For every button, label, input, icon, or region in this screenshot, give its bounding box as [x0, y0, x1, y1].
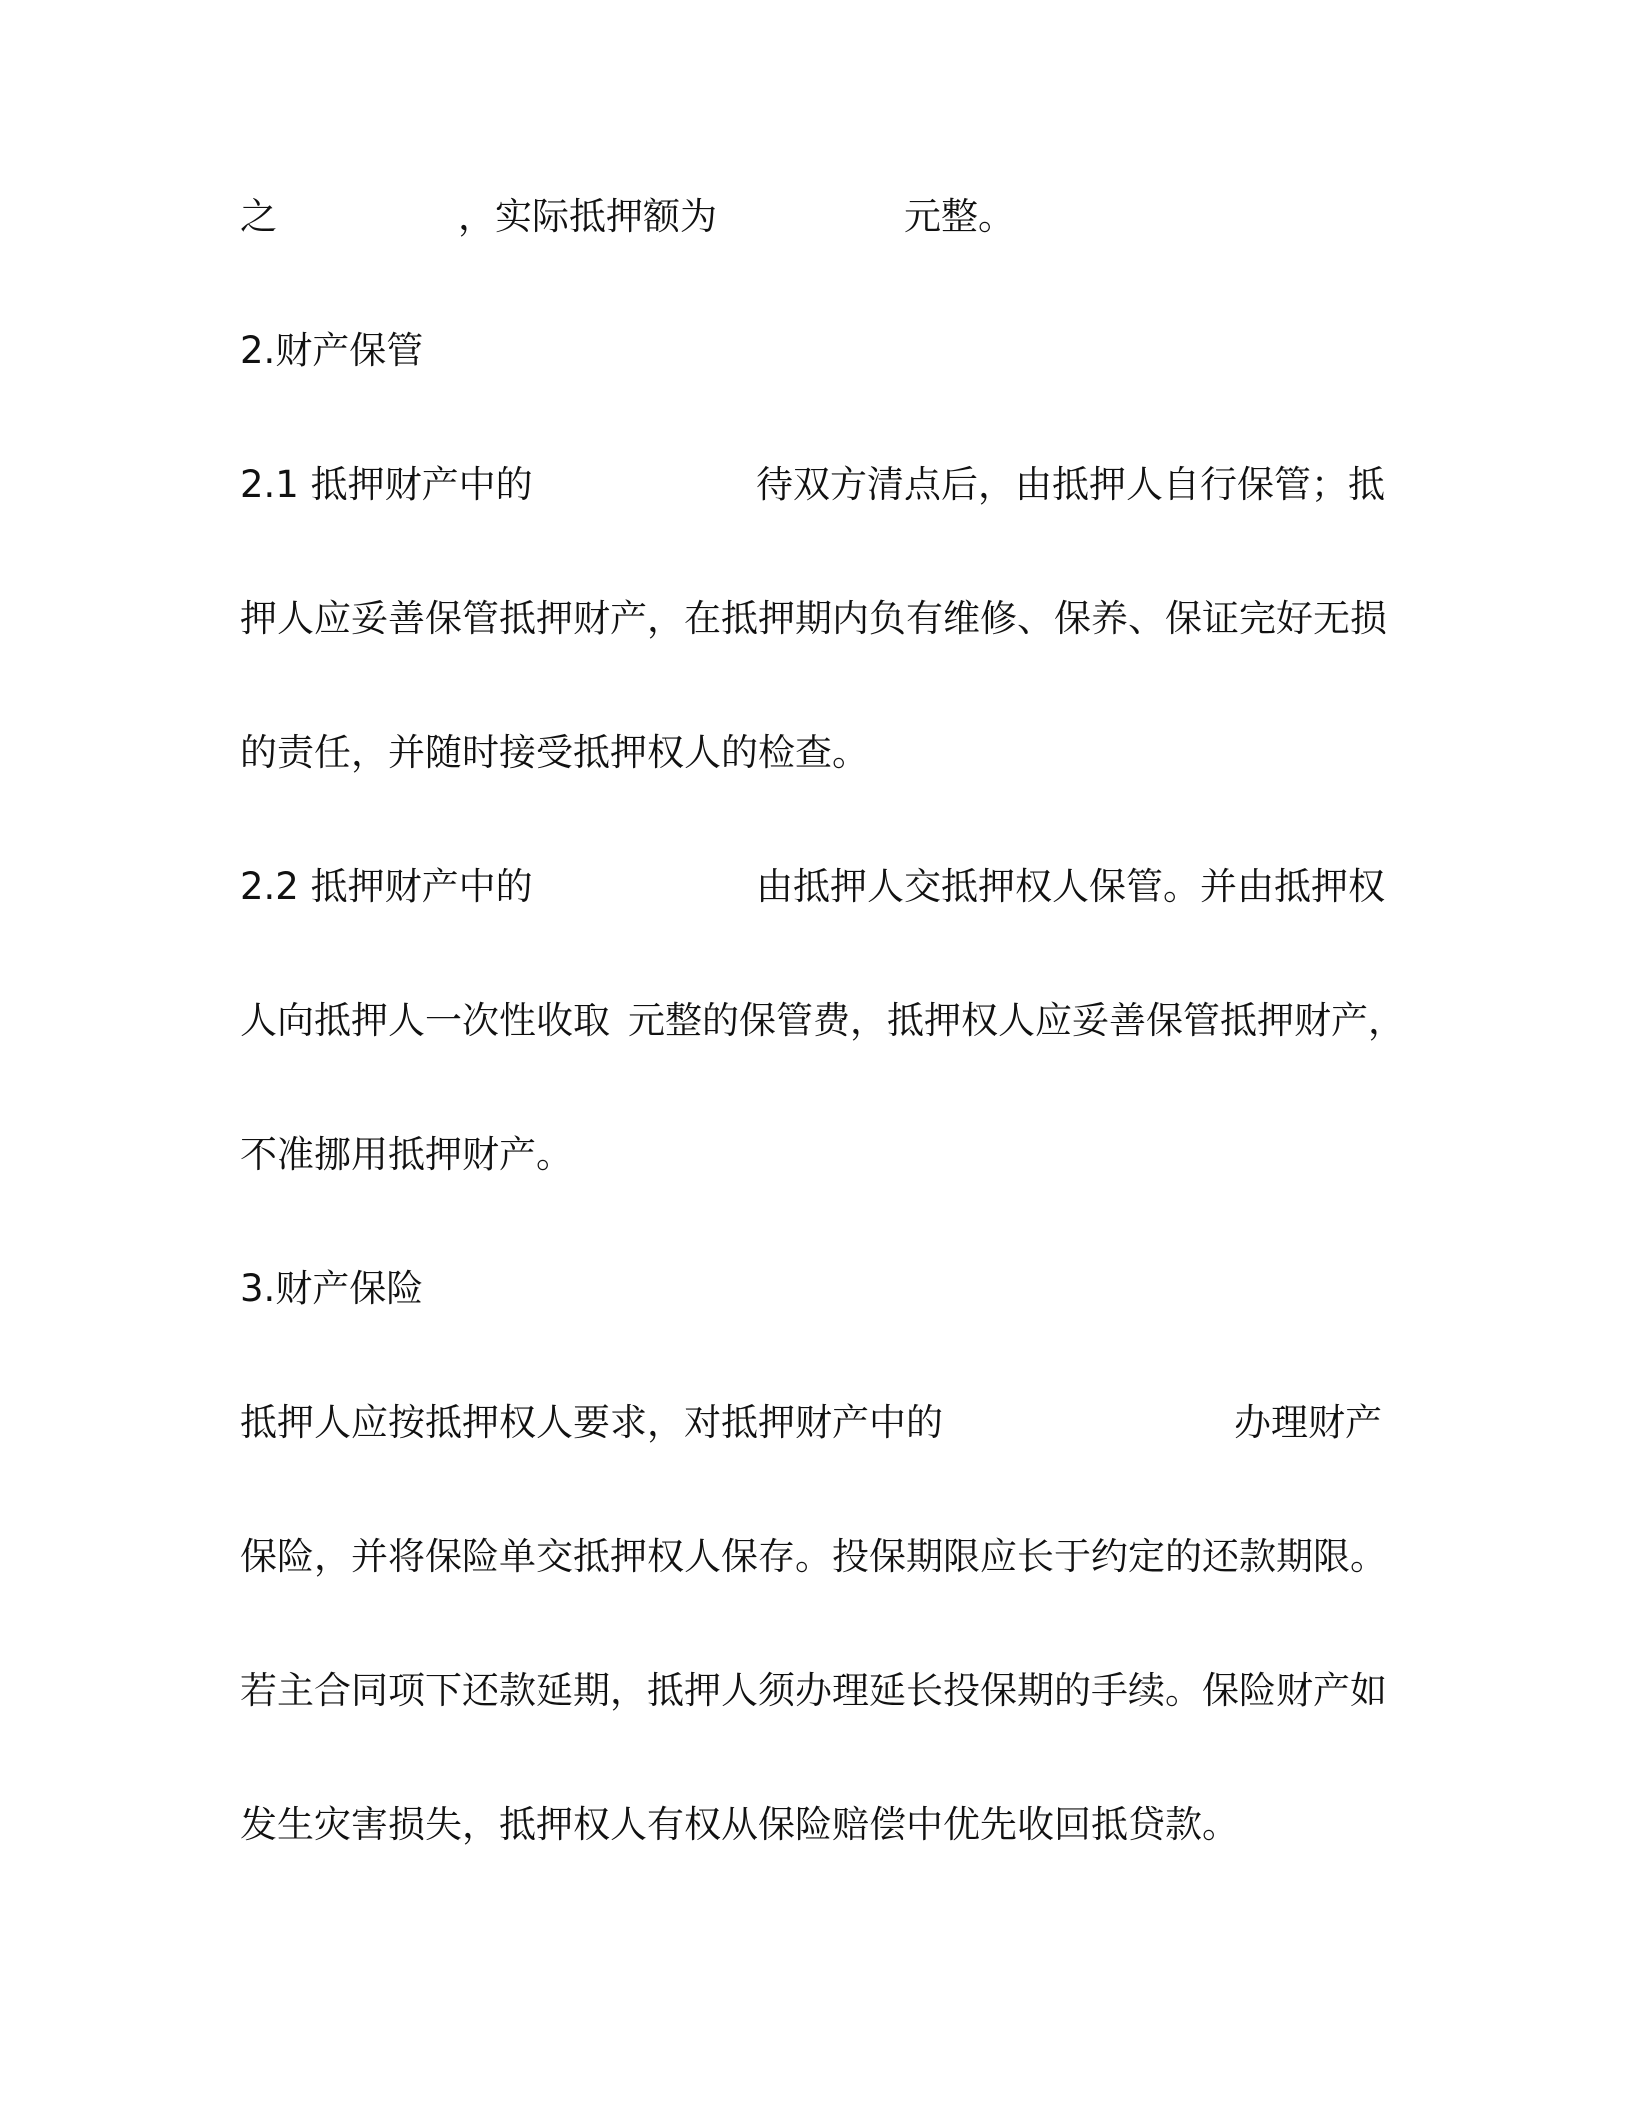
text-segment: 2.2 抵押财产中的	[240, 865, 533, 908]
text-segment: 2.1 抵押财产中的	[240, 463, 533, 506]
text-segment: ，实际抵押额为	[458, 195, 717, 238]
text-line: 若主合同项下还款延期，抵押人须办理延长投保期的手续。保险财产如	[240, 1669, 1387, 1712]
insurance-first-line	[240, 1393, 1380, 1453]
text-segment: 待双方清点后，由抵押人自行保管；抵	[756, 463, 1385, 506]
text-segment: 元整的保管费，抵押权人应妥善保管抵押财产，	[628, 999, 1405, 1042]
text-line: 发生灾害损失，抵押权人有权从保险赔偿中优先收回抵贷款。	[240, 1803, 1239, 1846]
clause-2-1-first-line	[240, 455, 1385, 515]
clause-2-2-first-line	[240, 857, 1385, 917]
text-segment: 人向抵押人一次性收取	[240, 999, 610, 1042]
text-line: 保险，并将保险单交抵押权人保存。投保期限应长于约定的还款期限。	[240, 1535, 1387, 1578]
text-line-amount	[240, 187, 1380, 247]
text-segment: 元整。	[904, 195, 1015, 238]
text-segment: 由抵押人交抵押权人保管。并由抵押权	[756, 865, 1385, 908]
text-segment: 之	[240, 195, 277, 238]
section-heading-insurance: 3.财产保险	[240, 1267, 424, 1310]
text-line: 押人应妥善保管抵押财产，在抵押期内负有维修、保养、保证完好无损	[240, 597, 1387, 640]
text-line: 不准挪用抵押财产。	[240, 1133, 573, 1176]
text-segment: 办理财产	[1234, 1401, 1382, 1444]
text-line: 的责任，并随时接受抵押权人的检查。	[240, 731, 869, 774]
section-heading-storage: 2.财产保管	[240, 329, 424, 372]
text-line-fee	[240, 991, 1405, 1051]
text-segment: 抵押人应按抵押权人要求，对抵押财产中的	[240, 1401, 943, 1444]
